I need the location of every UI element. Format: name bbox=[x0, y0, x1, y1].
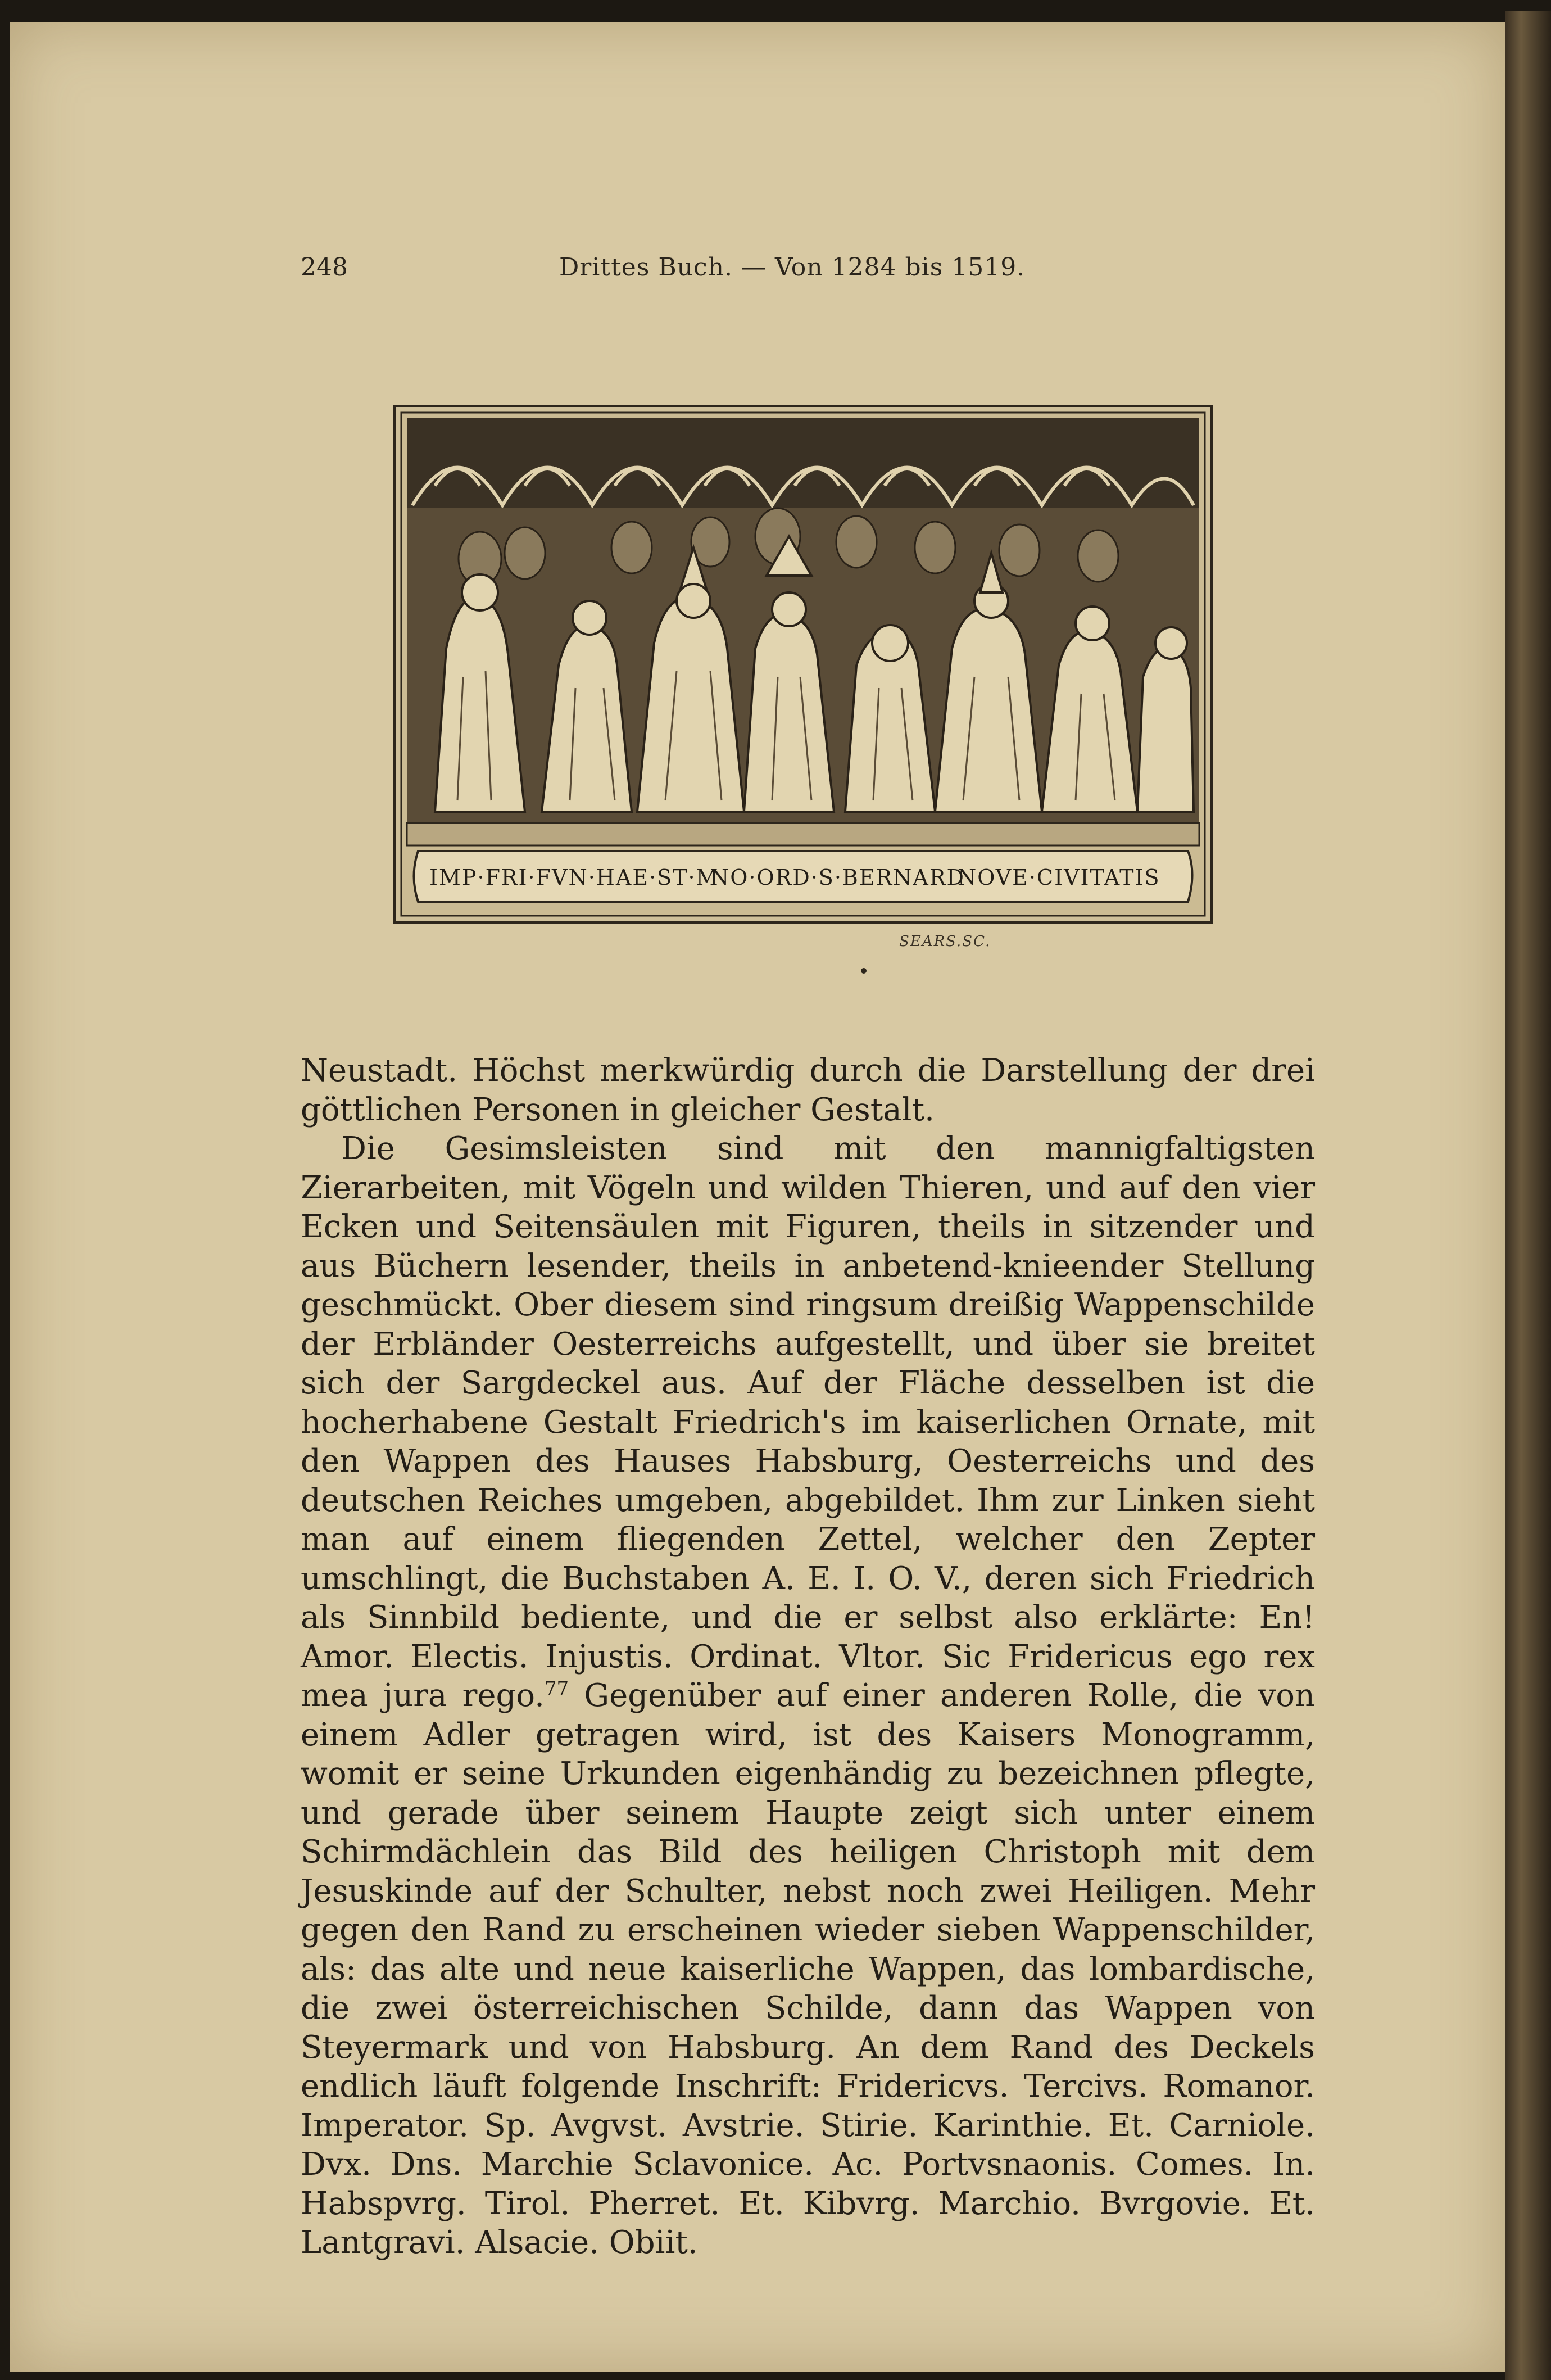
relief-engraving bbox=[396, 407, 1210, 921]
paragraph-description bbox=[301, 1129, 1315, 2263]
banner-text-2: NO·ORD·S·BERNARD bbox=[710, 865, 965, 890]
base-ledge bbox=[407, 823, 1199, 845]
ink-dot bbox=[861, 968, 867, 974]
running-title: Drittes Buch. — Von 1284 bis 1519. bbox=[559, 253, 1026, 282]
page-number: 248 bbox=[301, 253, 348, 282]
banner-text-3: NOVE·CIVITATIS bbox=[958, 865, 1160, 890]
inscription-banner bbox=[414, 851, 1192, 902]
canopy-band bbox=[407, 418, 1199, 508]
paragraph-main-text: Die Gesimsleisten sind mit den mannigfaltigsten Zierarbeiten, mit Vögeln und wilden Thieren, und auf den vier Ecken und Seitensäulen mit Figuren, theils in sitzender und aus Büchern lesender, theils in anbetend-knieender Stellung geschmückt. Ober diesem sind ringsum dreißig Wappenschilde der Erbländer Oesterreichs aufgestellt, und über sie breitet sich der Sargdeckel aus. Auf der Fläche desselben ist die hocherhabene Gestalt Friedrich's im kaiserlichen Ornate, mit den Wappen des Hauses Habsburg, Oesterreichs und des deutschen Reiches umgeben, abgebildet. Ihm zur Linken sieht man auf einem fliegenden Zettel, welcher den Zepter umschlingt, die Buchstaben A. E. I. O. V., deren sich Friedrich als Sinnbild bediente, und die er selbst also erklärte: En! Amor. Electis. Injustis. Ordinat. Vltor. Sic Fridericus ego rex mea jura rego. bbox=[301, 1130, 1315, 1714]
page-header bbox=[301, 253, 1312, 282]
footnote-reference: 77 bbox=[544, 1677, 569, 1700]
paragraph-rest-text: Gegenüber auf einer anderen Rolle, die von einem Adler getragen wird, ist des Kaisers Monogramm, womit er seine Urkunden eigenhändig zu bezeichnen pflegte, und gerade über seinem Haupte zeigt sich unter einem Schirmdächlein das Bild des heiligen Christoph mit dem Jesuskinde auf der Schulter, nebst noch zwei Heiligen. Mehr gegen den Rand zu erscheinen wieder sieben Wappenschilder, als: das alte und neue kaiserliche Wappen, das lombardische, die zwei österreichischen Schilde, dann das Wappen von Steyermark und von Habsburg. An dem Rand des Deckels endlich läuft folgende Inschrift: Fridericvs. Tercivs. Romanor. Imperator. Sp. Avgvst. Avstrie. Stirie. Karinthie. Et. Carniole. Dvx. Dns. Marchie Sclavonice. Ac. Portvsnaonis. Comes. In. Habspvrg. Tirol. Pherret. Et. Kibvrg. Marchio. Bvrgovie. Et. Lantgravi. Alsacie. Obiit. bbox=[301, 1677, 1315, 2261]
paragraph-neustadt: Neustadt. Höchst merkwürdig durch die Darstellung der drei göttlichen Personen in gleicher Gestalt. bbox=[301, 1052, 1315, 1128]
body-text bbox=[301, 1051, 1315, 2263]
engraver-credit: SEARS.SC. bbox=[899, 933, 991, 950]
banner-text-1: IMP·FRI·FVN·HAE·ST·M bbox=[429, 865, 719, 890]
engraving-illustration bbox=[393, 405, 1213, 924]
book-spine bbox=[1505, 11, 1551, 2380]
